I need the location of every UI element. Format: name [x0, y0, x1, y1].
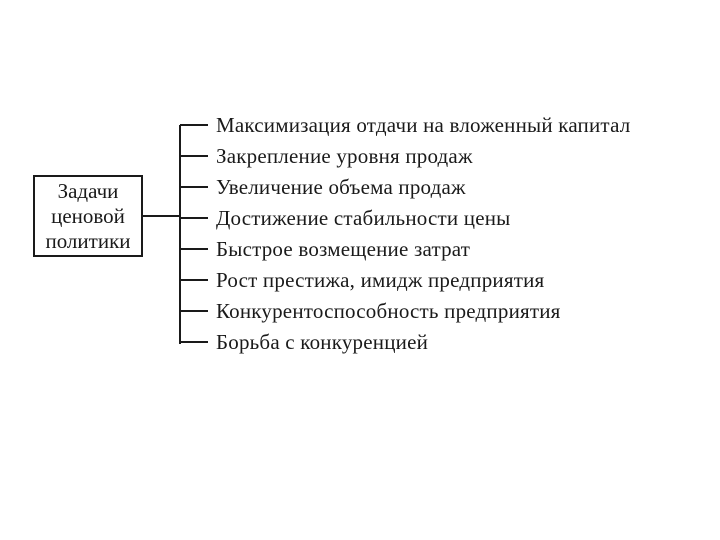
root-concept-box: [33, 175, 143, 257]
task-item-4: Достижение стабильности цены: [216, 206, 511, 230]
task-item-3: Увеличение объема продаж: [216, 175, 466, 199]
task-item-7: Конкурентоспособность предприятия: [216, 299, 561, 323]
root-line-1: Задачи: [57, 178, 119, 203]
task-item-2: Закрепление уровня продаж: [216, 144, 473, 168]
root-line-3: политики: [45, 228, 131, 253]
task-item-1: Максимизация отдачи на вложенный капитал: [216, 113, 631, 137]
task-item-6: Рост престижа, имидж предприятия: [216, 268, 545, 292]
root-line-2: ценовой: [51, 203, 125, 228]
task-item-8: Борьба с конкуренцией: [216, 330, 429, 354]
task-item-5: Быстрое возмещение затрат: [216, 237, 471, 261]
